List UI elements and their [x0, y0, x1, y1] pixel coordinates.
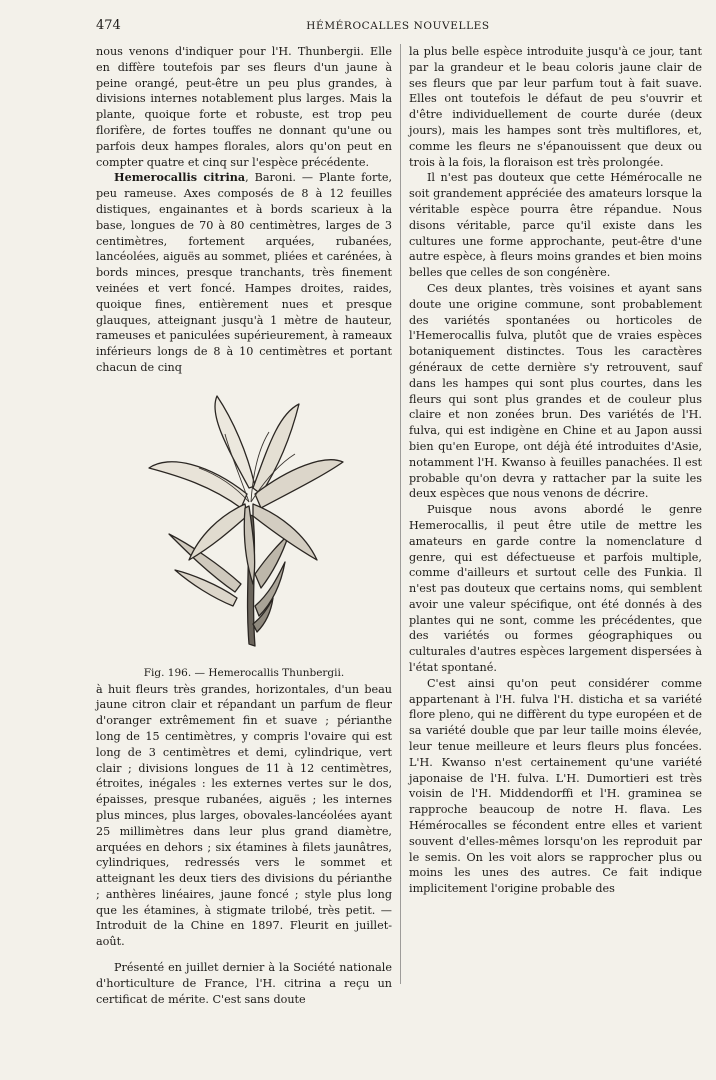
left-paragraph-4: Présenté en juillet dernier à la Société nationale d'horticulture de France, l'H. citrina a reçu un certificat de mérite. C'est sans doute	[96, 961, 392, 1006]
right-paragraph-4: Puisque nous avons abordé le genre Hemerocallis, il peut être utile de mettre les amateurs en garde contre la nomenclature d genre, qui est défectueuse et parfois multiple, comme d'ailleurs et surtout celle des Funkia. Il n'est pas douteux que certains noms, qui semblent avoir une valeur spécifique, ont été donnés à des plantes qui ne sont, comme les précédentes, que des variétés ou formes géographiques ou culturales d'autres espèces largement dispersées à l'état spontané.	[409, 503, 702, 675]
right-paragraph-5: C'est ainsi qu'on peut considérer comme appartenant à l'H. fulva l'H. disticha et sa variété flore pleno, qui ne diffèrent du type européen et de sa variété double que par leur taille moins élevée, leur tenue meilleure et leurs fleurs plus foncées. L'H. Kwanso n'est certainement qu'une variété japonaise de l'H. fulva. L'H. Dumortieri est très voisin de l'H. Middendorffi et l'H. graminea se rapproche beaucoup de notre H. flava. Les Hémérocalles se fécondent entre elles et varient souvent d'elles-mêmes lorsqu'on les reproduit par le semis. On les voit alors se rapprocher plus ou moins les unes des autres. Ce fait indique implicitement l'origine probable des	[409, 676, 702, 896]
right-paragraph-1: la plus belle espèce introduite jusqu'à ce jour, tant par la grandeur et le beau coloris jaune clair de ses fleurs que par leur parfum tout à fait suave. Elles ont toutefois le défaut de peu s'ouvrir et d'être individuellement de courte durée (deux jours), mais les hampes sont très multiflores, et, comme les fleurs ne s'épanouissent que deux ou trois à la fois, la floraison est très prolongée.	[409, 45, 702, 169]
left-paragraph-1: nous venons d'indiquer pour l'H. Thunbergii. Elle en diffère toutefois par ses fleurs d'un jaune à peine orangé, peut-être un peu plus grandes, à divisions internes notablement plus larges. Mais la plante, quoique forte et robuste, est trop peu florifère, de fortes touffes ne donnant qu'une ou parfois deux hampes florales, alors qu'on peut en compter quatre et cinq sur l'espèce précédente.	[96, 45, 392, 169]
left-paragraph-3: à huit fleurs très grandes, horizontales, d'un beau jaune citron clair et répandant un parfum de fleur d'oranger extrêmement fin et suave ; périanthe long de 15 centimètres, y compris l'ovaire qui est long de 3 centimètres et demi, cylindrique, vert clair ; divisions longues de 11 à 12 centimètres, étroites, inégales : les externes vertes sur le dos, épaisses, presque rubanées, aiguës ; les internes plus minces, plus larges, obovales-lancéolées ayant 25 millimètres dans leur plus grand diamètre, arquées en dehors ; six étamines à filets jaunâtres, cylindriques, redressés vers le sommet et atteignant les deux tiers des divisions du périanthe ; anthères linéaires, jaune foncé ; style plus long que les étamines, à stigmate trilobé, très petit. — Introduit de la Chine en 1897. Fleurit en juillet-août.	[96, 682, 392, 949]
column-divider	[400, 44, 401, 984]
left-paragraph-2	[96, 170, 392, 375]
right-paragraph-2: Il n'est pas douteux que cette Hémérocalle ne soit grandement appréciée des amateurs lorsque la véritable espèce pourra être répandue. Nous disons véritable, parce qu'il existe dans les cultures une forme approchante, peut-être d'une autre espèce, à fleurs moins grandes et bien moins belles que celles de son congénère.	[409, 171, 702, 280]
page-number: 474	[96, 18, 121, 33]
figure-caption: Fig. 196. — Hemerocallis Thunbergii.	[143, 666, 345, 679]
left-column	[96, 44, 392, 1007]
species-description: , Baroni. — Plante forte, peu rameuse. Axes composés de 8 à 12 feuilles distiques, engainantes et à bords scarieux à la base, longues de 70 à 80 centimètres, larges de 3 centimètres, fortement arquées, rubanées, lancéolées, aiguës au sommet, pliées et carénées, à bords minces, presque tranchants, très finement veinées et vert foncé. Hampes droites, raides, quoique fines, entièrement nues et presque glauques, atteignant jusqu'à 1 mètre de hauteur, rameuses et paniculées supérieurement, à rameaux inférieurs longs de 8 à 10 centimètres et portant chacun de cinq	[96, 171, 392, 374]
right-column	[409, 44, 702, 897]
hemerocallis-illustration	[129, 384, 359, 664]
right-paragraph-3: Ces deux plantes, très voisines et ayant sans doute une origine commune, sont probablement des variétés spontanées ou horticoles de l'Hemerocallis fulva, plutôt que de vraies espèces botaniquement distinctes. Tous les caractères généraux de cette dernière s'y retrouvent, sauf dans les hampes qui sont plus courtes, dans les fleurs qui sont plus grandes et de couleur plus claire et non zonées brun. Des variétés de l'H. fulva, qui est indigène en Chine et au Japon aussi bien qu'en Europe, ont déjà été introduites d'Asie, notamment l'H. Kwanso à feuilles panachées. Il est probable qu'on devra y rattacher par la suite les deux espèces que nous venons de décrire.	[409, 281, 702, 501]
species-title-citrina: Hemerocallis citrina	[114, 170, 246, 185]
page-header	[96, 18, 700, 38]
running-title: HÉMÉROCALLES NOUVELLES	[306, 20, 490, 32]
